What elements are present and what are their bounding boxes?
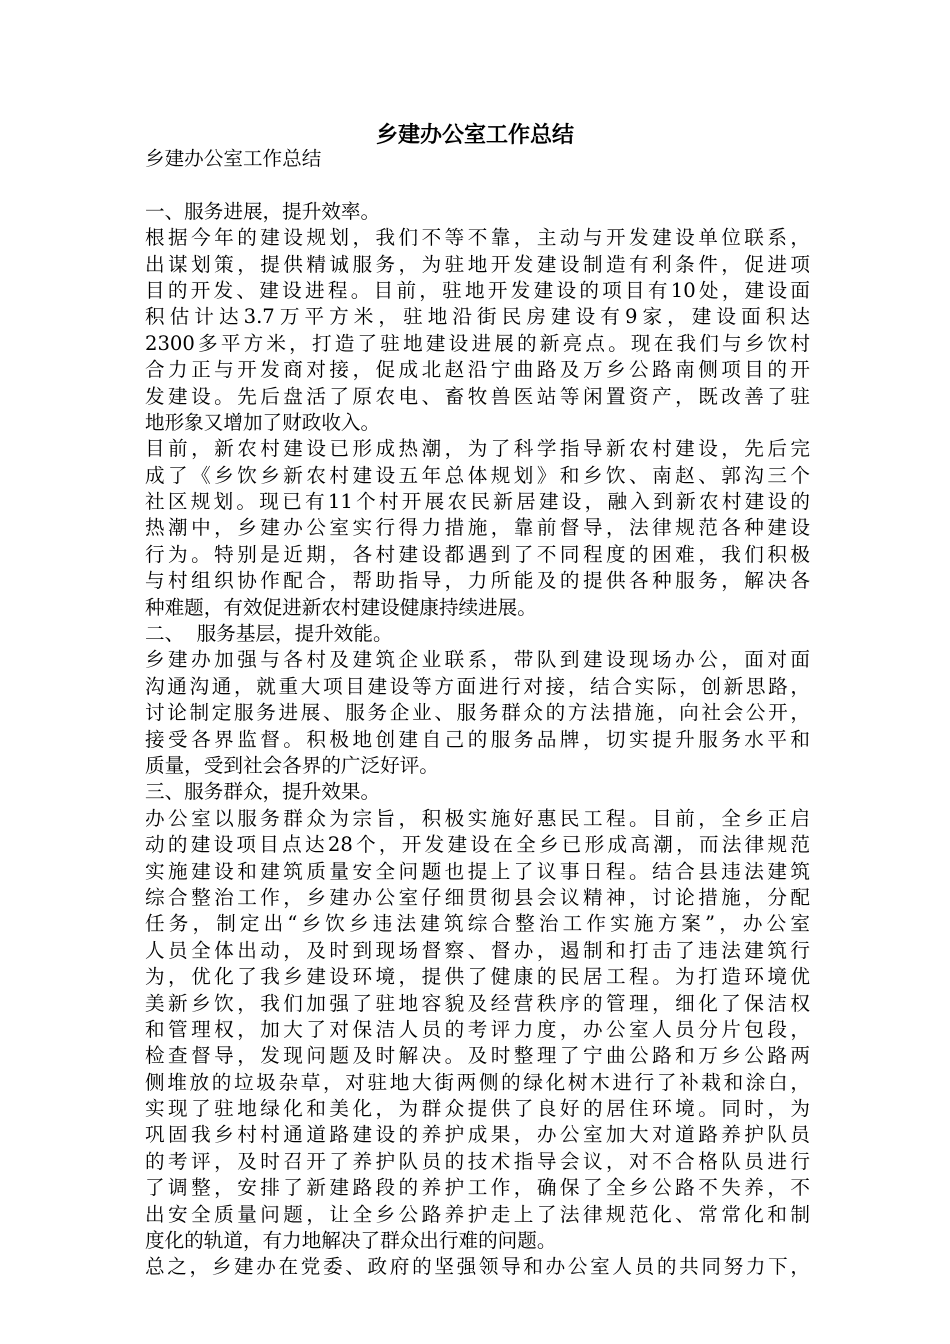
text-line: 成了《乡饮乡新农村建设五年总体规划》和乡饮、南赵、郭沟三个	[145, 463, 810, 487]
text-line: 出安全质量问题，让全乡公路养护走上了法律规范化、常常化和制	[145, 1202, 810, 1226]
text-line: 地形象又增加了财政收入。	[145, 410, 381, 434]
text-line: 任务，制定出“乡饮乡违法建筑综合整治工作实施方案”，办公室	[145, 912, 810, 936]
section-heading-1: 一、服务进展，提升效率。	[145, 199, 381, 223]
text-line: 种难题，有效促进新农村建设健康持续进展。	[145, 595, 537, 619]
section-heading-2: 二、 服务基层，提升效能。	[145, 622, 393, 646]
text-line: 积估计达3.7万平方米，驻地沿街民房建设有9家，建设面积达	[145, 305, 810, 329]
text-line: 了调整，安排了新建路段的养护工作，确保了全乡公路不失养，不	[145, 1176, 810, 1200]
text-line: 综合整治工作，乡建办公室仔细贯彻县会议精神，讨论措施，分配	[145, 885, 810, 909]
text-line: 根据今年的建设规划，我们不等不靠，主动与开发建设单位联系，	[145, 226, 810, 250]
text-line: 巩固我乡村村通道路建设的养护成果，办公室加大对道路养护队员	[145, 1123, 810, 1147]
subtitle-line: 乡建办公室工作总结	[145, 147, 322, 170]
text-line: 和管理权，加大了对保洁人员的考评力度，办公室人员分片包段，	[145, 1017, 810, 1041]
text-line: 实现了驻地绿化和美化，为群众提供了良好的居住环境。同时，为	[145, 1097, 810, 1121]
text-line: 为，优化了我乡建设环境，提供了健康的民居工程。为打造环境优	[145, 965, 810, 989]
text-line: 乡建办加强与各村及建筑企业联系，带队到建设现场办公，面对面	[145, 648, 810, 672]
text-line: 人员全体出动，及时到现场督察、督办，遏制和打击了违法建筑行	[145, 938, 810, 962]
section-heading-3: 三、服务群众，提升效果。	[145, 780, 381, 804]
text-line: 总之，乡建办在党委、政府的坚强领导和办公室人员的共同努力下，	[145, 1255, 810, 1279]
text-line: 办公室以服务群众为宗旨，积极实施好惠民工程。目前，全乡正启	[145, 806, 810, 830]
text-line: 沟通沟通，就重大项目建设等方面进行对接，结合实际，创新思路，	[145, 674, 810, 698]
document-body	[145, 146, 810, 1281]
text-line: 行为。特别是近期，各村建设都遇到了不同程度的困难，我们积极	[145, 542, 810, 566]
text-line: 讨论制定服务进展、服务企业、服务群众的方法措施，向社会公开，	[145, 701, 810, 725]
text-line: 出谋划策，提供精诚服务，为驻地开发建设制造有利条件，促进项	[145, 252, 810, 276]
text-line: 质量，受到社会各界的广泛好评。	[145, 753, 439, 777]
text-line: 2300多平方米，打造了驻地建设进展的新亮点。现在我们与乡饮村	[145, 331, 810, 355]
text-line: 动的建设项目点达28个，开发建设在全乡已形成高潮，而法律规范	[145, 833, 810, 857]
text-line: 目前，新农村建设已形成热潮，为了科学指导新农村建设，先后完	[145, 437, 810, 461]
text-line: 发建设。先后盘活了原农电、畜牧兽医站等闲置资产，既改善了驻	[145, 384, 810, 408]
text-line: 热潮中，乡建办公室实行得力措施，靠前督导，法律规范各种建设	[145, 516, 810, 540]
text-line: 与村组织协作配合，帮助指导，力所能及的提供各种服务，解决各	[145, 569, 810, 593]
text-line: 接受各界监督。积极地创建自己的服务品牌，切实提升服务水平和	[145, 727, 810, 751]
text-line: 侧堆放的垃圾杂草，对驻地大街两侧的绿化树木进行了补栽和涂白，	[145, 1070, 810, 1094]
text-line: 美新乡饮，我们加强了驻地容貌及经营秩序的管理，细化了保洁权	[145, 991, 810, 1015]
text-line: 的考评，及时召开了养护队员的技术指导会议，对不合格队员进行	[145, 1149, 810, 1173]
document-title: 乡建办公室工作总结	[375, 123, 574, 148]
text-line: 目的开发、建设进程。目前，驻地开发建设的项目有10处，建设面	[145, 278, 810, 302]
text-line: 社区规划。现已有11个村开展农民新居建设，融入到新农村建设的	[145, 490, 810, 514]
text-line: 度化的轨道，有力地解决了群众出行难的问题。	[145, 1229, 557, 1253]
blank-line	[145, 172, 810, 198]
text-line: 合力正与开发商对接，促成北赵沿宁曲路及万乡公路南侧项目的开	[145, 358, 810, 382]
text-line: 检查督导，发现问题及时解决。及时整理了宁曲公路和万乡公路两	[145, 1044, 810, 1068]
text-line: 实施建设和建筑质量安全问题也提上了议事日程。结合县违法建筑	[145, 859, 810, 883]
